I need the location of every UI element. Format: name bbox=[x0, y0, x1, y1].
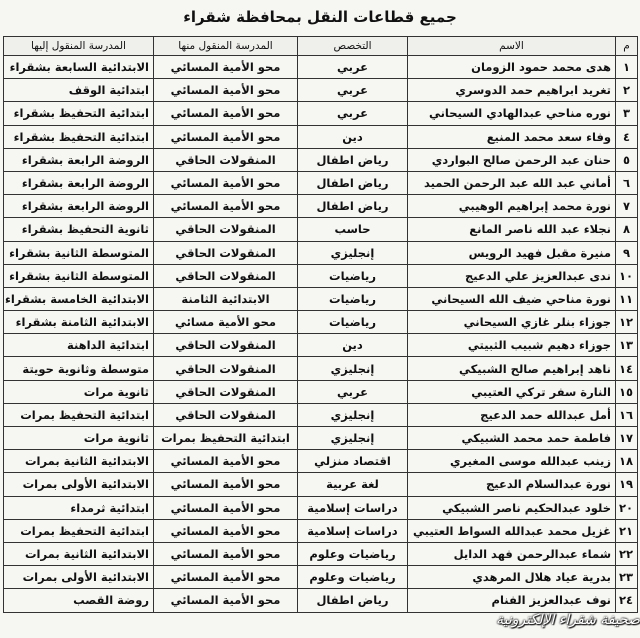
cell-to: ابتدائية التحفيظ بشقراء bbox=[4, 125, 154, 148]
cell-num: ٢ bbox=[616, 79, 638, 102]
cell-name: بدرية عياد هلال المرهدي bbox=[408, 566, 616, 589]
cell-to: الروضة الرابعة بشقراء bbox=[4, 148, 154, 171]
cell-to: ابتدائية الوقف bbox=[4, 79, 154, 102]
cell-to: ثانوية مرات bbox=[4, 380, 154, 403]
cell-num: ٥ bbox=[616, 148, 638, 171]
cell-spec: رياض اطفال bbox=[298, 195, 408, 218]
cell-num: ١٣ bbox=[616, 334, 638, 357]
cell-to: ثانوية مرات bbox=[4, 427, 154, 450]
cell-to: الروضة الرابعة بشقراء bbox=[4, 171, 154, 194]
cell-to: الابتدائية الأولى بمرات bbox=[4, 566, 154, 589]
cell-to: الابتدائية الأولى بمرات bbox=[4, 473, 154, 496]
cell-name: حنان عبد الرحمن صالح البواردي bbox=[408, 148, 616, 171]
table-row bbox=[4, 79, 638, 102]
header-name: الاسم bbox=[408, 37, 616, 56]
table-row bbox=[4, 334, 638, 357]
cell-spec: رياضيات bbox=[298, 287, 408, 310]
cell-to: ثانوية التحفيظ بشقراء bbox=[4, 218, 154, 241]
cell-name: نوره مناحي عبدالهادي السيحاني bbox=[408, 102, 616, 125]
cell-num: ١١ bbox=[616, 287, 638, 310]
cell-to: المتوسطة الثانية بشقراء bbox=[4, 264, 154, 287]
cell-spec: رياضيات bbox=[298, 311, 408, 334]
cell-num: ٧ bbox=[616, 195, 638, 218]
cell-from: محو الأمية المسائي bbox=[154, 79, 298, 102]
table-row bbox=[4, 380, 638, 403]
cell-name: ندى عبدالعزيز علي الدعيج bbox=[408, 264, 616, 287]
cell-name: أماني عبد الله عبد الرحمن الحميد bbox=[408, 171, 616, 194]
cell-spec: إنجليزي bbox=[298, 241, 408, 264]
header-to: المدرسة المنقول إليها bbox=[4, 37, 154, 56]
table-row bbox=[4, 542, 638, 565]
cell-to: المتوسطة الثانية بشقراء bbox=[4, 241, 154, 264]
cell-name: أمل عبدالله حمد الدعيج bbox=[408, 403, 616, 426]
table-row bbox=[4, 403, 638, 426]
table-row bbox=[4, 287, 638, 310]
cell-to: الابتدائية الخامسة بشقراء bbox=[4, 287, 154, 310]
cell-num: ٨ bbox=[616, 218, 638, 241]
cell-name: نوف عبدالعزيز الفنام bbox=[408, 589, 616, 612]
cell-name: زينب عبدالله موسى المغيري bbox=[408, 450, 616, 473]
cell-from: محو الأمية المسائي bbox=[154, 125, 298, 148]
cell-spec: حاسب bbox=[298, 218, 408, 241]
cell-from: محو الأمية المسائي bbox=[154, 566, 298, 589]
watermark-text: صحيفة شقراء الإلكترونية bbox=[496, 612, 640, 628]
transfer-table bbox=[3, 36, 638, 613]
header-spec: التخصص bbox=[298, 37, 408, 56]
cell-spec: رياض اطفال bbox=[298, 148, 408, 171]
cell-spec: رياض اطفال bbox=[298, 589, 408, 612]
cell-num: ١ bbox=[616, 56, 638, 79]
cell-from: محو الأمية المسائي bbox=[154, 542, 298, 565]
cell-spec: اقتصاد منزلي bbox=[298, 450, 408, 473]
cell-spec: لغة عربية bbox=[298, 473, 408, 496]
cell-name: منيرة مقبل فهيد الرويس bbox=[408, 241, 616, 264]
cell-name: وفاء سعد محمد المنيع bbox=[408, 125, 616, 148]
table-header-row bbox=[4, 37, 638, 56]
cell-to: ابتدائية التحفيظ بشقراء bbox=[4, 102, 154, 125]
cell-from: محو الأمية المسائي bbox=[154, 519, 298, 542]
table-row bbox=[4, 264, 638, 287]
cell-num: ٦ bbox=[616, 171, 638, 194]
table-row bbox=[4, 218, 638, 241]
table-row bbox=[4, 311, 638, 334]
table-row bbox=[4, 195, 638, 218]
table-row bbox=[4, 125, 638, 148]
cell-from: ابتدائية التحفيظ بمرات bbox=[154, 427, 298, 450]
cell-spec: رياضيات وعلوم bbox=[298, 542, 408, 565]
cell-to: الابتدائية الثانية بمرات bbox=[4, 542, 154, 565]
cell-from: محو الأمية المسائي bbox=[154, 102, 298, 125]
cell-spec: رياض اطفال bbox=[298, 171, 408, 194]
table-row bbox=[4, 241, 638, 264]
cell-spec: عربي bbox=[298, 102, 408, 125]
cell-to: ابتدائية التحفيظ بمرات bbox=[4, 403, 154, 426]
cell-to: الابتدائية الثامنة بشقراء bbox=[4, 311, 154, 334]
cell-name: هدى محمد حمود الزومان bbox=[408, 56, 616, 79]
cell-from: المنقولات الحاقي bbox=[154, 241, 298, 264]
table-row bbox=[4, 357, 638, 380]
cell-num: ١٦ bbox=[616, 403, 638, 426]
cell-name: النارة سفر تركي العتيبي bbox=[408, 380, 616, 403]
cell-spec: إنجليزي bbox=[298, 357, 408, 380]
table-row bbox=[4, 519, 638, 542]
cell-num: ١٠ bbox=[616, 264, 638, 287]
cell-num: ٩ bbox=[616, 241, 638, 264]
cell-num: ١٨ bbox=[616, 450, 638, 473]
cell-name: نورة عبدالسلام الدعيج bbox=[408, 473, 616, 496]
table-row bbox=[4, 589, 638, 612]
cell-num: ٢٣ bbox=[616, 566, 638, 589]
table-row bbox=[4, 496, 638, 519]
cell-from: محو الأمية المسائي bbox=[154, 589, 298, 612]
cell-spec: عربي bbox=[298, 79, 408, 102]
cell-from: محو الأمية المسائي bbox=[154, 195, 298, 218]
cell-from: المنقولات الحاقي bbox=[154, 403, 298, 426]
cell-to: ابتدائية التحفيظ بمرات bbox=[4, 519, 154, 542]
table-row bbox=[4, 566, 638, 589]
cell-from: المنقولات الحاقي bbox=[154, 357, 298, 380]
cell-name: فاطمة حمد محمد الشبيكي bbox=[408, 427, 616, 450]
cell-from: المنقولات الحاقي bbox=[154, 264, 298, 287]
cell-from: محو الأمية المسائي bbox=[154, 496, 298, 519]
cell-to: الابتدائية الثانية بمرات bbox=[4, 450, 154, 473]
table-row bbox=[4, 56, 638, 79]
cell-spec: دين bbox=[298, 334, 408, 357]
cell-num: ٢١ bbox=[616, 519, 638, 542]
cell-from: المنقولات الحاقي bbox=[154, 380, 298, 403]
table-row bbox=[4, 171, 638, 194]
cell-num: ٢٢ bbox=[616, 542, 638, 565]
cell-name: نجلاء عبد الله ناصر المانع bbox=[408, 218, 616, 241]
cell-to: ابتدائية الداهنة bbox=[4, 334, 154, 357]
table-row bbox=[4, 148, 638, 171]
cell-from: محو الأمية المسائي bbox=[154, 56, 298, 79]
cell-num: ٢٤ bbox=[616, 589, 638, 612]
cell-spec: دين bbox=[298, 125, 408, 148]
cell-to: الروضة الرابعة بشقراء bbox=[4, 195, 154, 218]
table-row bbox=[4, 450, 638, 473]
cell-num: ٢٠ bbox=[616, 496, 638, 519]
cell-spec: عربي bbox=[298, 380, 408, 403]
cell-from: المنقولات الحاقي bbox=[154, 218, 298, 241]
cell-num: ١٩ bbox=[616, 473, 638, 496]
cell-to: متوسطة وثانوية حويتة bbox=[4, 357, 154, 380]
cell-num: ٣ bbox=[616, 102, 638, 125]
cell-num: ٤ bbox=[616, 125, 638, 148]
cell-to: الابتدائية السابعة بشقراء bbox=[4, 56, 154, 79]
header-from: المدرسة المنقول منها bbox=[154, 37, 298, 56]
cell-name: جوزاء بنلر غازي السيحاني bbox=[408, 311, 616, 334]
table-row bbox=[4, 102, 638, 125]
cell-from: الابتدائية الثامنة bbox=[154, 287, 298, 310]
cell-name: غزيل محمد عبدالله السواط العتيبي bbox=[408, 519, 616, 542]
cell-name: ناهد إبراهيم صالح الشبيكي bbox=[408, 357, 616, 380]
cell-from: المنقولات الحاقي bbox=[154, 334, 298, 357]
cell-name: نورة مناحي ضيف الله السيحاني bbox=[408, 287, 616, 310]
cell-from: محو الأمية المسائي bbox=[154, 473, 298, 496]
cell-spec: دراسات إسلامية bbox=[298, 519, 408, 542]
header-num: م bbox=[616, 37, 638, 56]
cell-num: ١٢ bbox=[616, 311, 638, 334]
cell-name: شماء عبدالرحمن فهد الدايل bbox=[408, 542, 616, 565]
cell-from: المنقولات الحاقي bbox=[154, 148, 298, 171]
cell-spec: دراسات إسلامية bbox=[298, 496, 408, 519]
cell-to: ابتدائية ثرمداء bbox=[4, 496, 154, 519]
cell-num: ١٥ bbox=[616, 380, 638, 403]
page-title: جميع قطاعات النقل بمحافظة شقراء bbox=[183, 8, 457, 26]
cell-spec: رياضيات وعلوم bbox=[298, 566, 408, 589]
cell-num: ١٤ bbox=[616, 357, 638, 380]
table-row bbox=[4, 473, 638, 496]
cell-from: محو الأمية المسائي bbox=[154, 450, 298, 473]
cell-num: ١٧ bbox=[616, 427, 638, 450]
cell-from: محو الأمية مسائي bbox=[154, 311, 298, 334]
table-row bbox=[4, 427, 638, 450]
cell-from: محو الأمية المسائي bbox=[154, 171, 298, 194]
cell-name: نورة محمد إبراهيم الوهيبي bbox=[408, 195, 616, 218]
title-bar bbox=[0, 0, 640, 34]
cell-name: جوزاء دهيم شبيب الثبيتي bbox=[408, 334, 616, 357]
cell-spec: إنجليزي bbox=[298, 427, 408, 450]
cell-spec: إنجليزي bbox=[298, 403, 408, 426]
cell-spec: رياضيات bbox=[298, 264, 408, 287]
cell-name: تغريد ابراهيم حمد الدوسري bbox=[408, 79, 616, 102]
cell-spec: عربي bbox=[298, 56, 408, 79]
cell-name: خلود عبدالحكيم ناصر الشبيكي bbox=[408, 496, 616, 519]
cell-to: روضة القصب bbox=[4, 589, 154, 612]
